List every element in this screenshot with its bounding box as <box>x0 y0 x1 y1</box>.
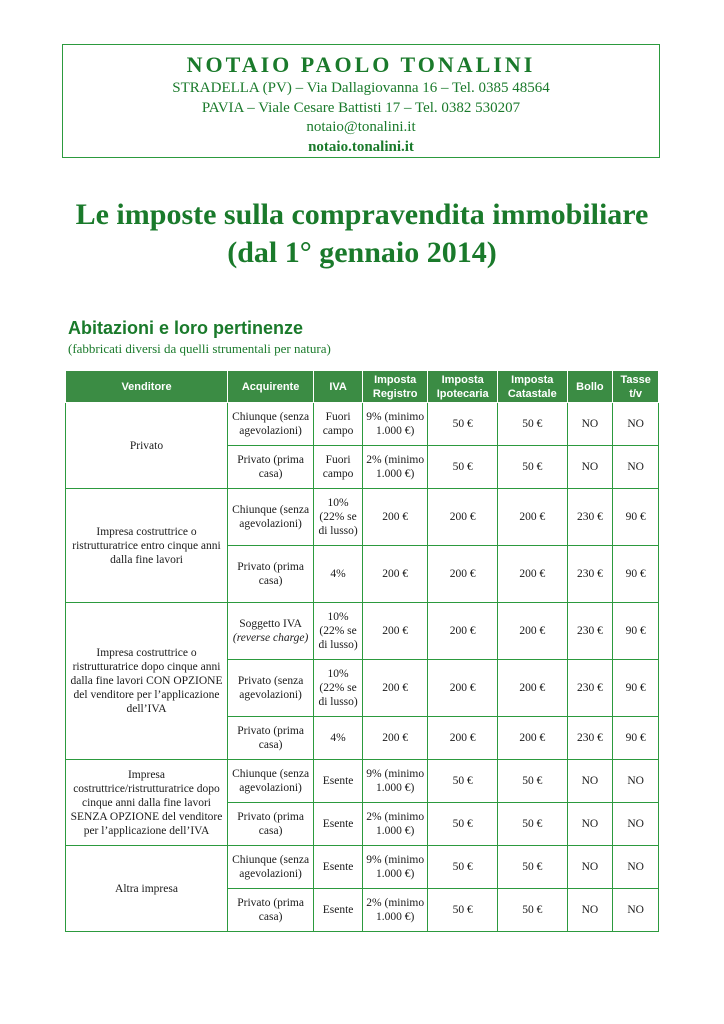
col-bollo: Bollo <box>567 371 613 403</box>
ipotecaria-cell: 50 € <box>428 446 498 489</box>
tasse-cell: NO <box>613 403 659 446</box>
ipotecaria-cell: 50 € <box>428 403 498 446</box>
section-title: Abitazioni e loro pertinenze <box>68 318 304 338</box>
table-row <box>66 403 659 446</box>
table-row <box>66 760 659 803</box>
address-pavia: PAVIA – Viale Cesare Battisti 17 – Tel. 0382 530207 <box>201 100 521 116</box>
buyer-cell: Privato (prima casa) <box>228 546 314 603</box>
tasse-cell: 90 € <box>613 489 659 546</box>
document-title <box>0 196 724 272</box>
bollo-cell: NO <box>567 403 613 446</box>
bollo-cell: 230 € <box>567 546 613 603</box>
catastale-cell: 200 € <box>497 660 567 717</box>
section-subtitle: (fabbricati diversi da quelli strumentali per natura) <box>68 341 331 356</box>
tasse-cell: 90 € <box>613 717 659 760</box>
iva-cell: Esente <box>314 803 363 846</box>
catastale-cell: 200 € <box>497 603 567 660</box>
ipotecaria-cell: 50 € <box>428 846 498 889</box>
buyer-cell: Chiunque (senza agevolazioni) <box>228 489 314 546</box>
letterhead-box <box>62 44 660 158</box>
buyer-cell: Chiunque (senza agevolazioni) <box>228 760 314 803</box>
catastale-cell: 50 € <box>497 846 567 889</box>
buyer-note: (reverse charge) <box>232 632 309 644</box>
tasse-cell: NO <box>613 446 659 489</box>
iva-cell: 10% (22% se di lusso) <box>314 660 363 717</box>
bollo-cell: 230 € <box>567 603 613 660</box>
iva-cell: Fuori campo <box>314 446 363 489</box>
bollo-cell: 230 € <box>567 489 613 546</box>
address-stradella: STRADELLA (PV) – Via Dallagiovanna 16 – Tel. 0385 48564 <box>172 80 550 96</box>
registro-cell: 9% (minimo 1.000 €) <box>362 760 427 803</box>
col-ipotecaria: Imposta Ipotecaria <box>428 371 498 403</box>
col-registro: Imposta Registro <box>362 371 427 403</box>
registro-cell: 200 € <box>362 546 427 603</box>
ipotecaria-cell: 50 € <box>428 803 498 846</box>
iva-cell: Esente <box>314 846 363 889</box>
ipotecaria-cell: 50 € <box>428 889 498 932</box>
buyer-cell: Privato (senza agevolazioni) <box>228 660 314 717</box>
notary-name: NOTAIO PAOLO TONALINI <box>186 52 536 77</box>
tasse-cell: NO <box>613 889 659 932</box>
buyer-cell: Privato (prima casa) <box>228 803 314 846</box>
tax-table <box>65 370 659 932</box>
catastale-cell: 200 € <box>497 489 567 546</box>
table-row <box>66 489 659 546</box>
buyer-cell: Chiunque (senza agevolazioni) <box>228 846 314 889</box>
registro-cell: 200 € <box>362 660 427 717</box>
col-acquirente: Acquirente <box>228 371 314 403</box>
registro-cell: 200 € <box>362 717 427 760</box>
catastale-cell: 50 € <box>497 446 567 489</box>
ipotecaria-cell: 200 € <box>428 603 498 660</box>
catastale-cell: 200 € <box>497 546 567 603</box>
tasse-cell: 90 € <box>613 546 659 603</box>
catastale-cell: 50 € <box>497 803 567 846</box>
table-header-row <box>66 371 659 403</box>
iva-cell: 4% <box>314 717 363 760</box>
buyer-cell: Privato (prima casa) <box>228 446 314 489</box>
tasse-cell: 90 € <box>613 603 659 660</box>
col-iva: IVA <box>314 371 363 403</box>
iva-cell: 10% (22% se di lusso) <box>314 489 363 546</box>
col-venditore: Venditore <box>66 371 228 403</box>
iva-cell: 4% <box>314 546 363 603</box>
catastale-cell: 200 € <box>497 717 567 760</box>
tasse-cell: 90 € <box>613 660 659 717</box>
iva-cell: Fuori campo <box>314 403 363 446</box>
buyer-cell <box>228 603 314 660</box>
website-link[interactable]: notaio.tonalini.it <box>308 139 414 155</box>
seller-cell: Altra impresa <box>66 846 228 932</box>
ipotecaria-cell: 50 € <box>428 760 498 803</box>
table-row <box>66 603 659 660</box>
registro-cell: 200 € <box>362 489 427 546</box>
col-tasse: Tasse t/v <box>613 371 659 403</box>
bollo-cell: NO <box>567 889 613 932</box>
bollo-cell: 230 € <box>567 660 613 717</box>
iva-cell: 10% (22% se di lusso) <box>314 603 363 660</box>
col-catastale: Imposta Catastale <box>497 371 567 403</box>
ipotecaria-cell: 200 € <box>428 660 498 717</box>
title-line-2: (dal 1° gennaio 2014) <box>227 236 497 269</box>
table-row <box>66 846 659 889</box>
catastale-cell: 50 € <box>497 889 567 932</box>
buyer-cell: Privato (prima casa) <box>228 889 314 932</box>
seller-cell: Privato <box>66 403 228 489</box>
email-address[interactable]: notaio@tonalini.it <box>306 119 416 135</box>
bollo-cell: 230 € <box>567 717 613 760</box>
ipotecaria-cell: 200 € <box>428 717 498 760</box>
registro-cell: 9% (minimo 1.000 €) <box>362 846 427 889</box>
buyer-label: Soggetto IVA <box>239 618 302 630</box>
bollo-cell: NO <box>567 446 613 489</box>
tasse-cell: NO <box>613 803 659 846</box>
ipotecaria-cell: 200 € <box>428 489 498 546</box>
bollo-cell: NO <box>567 846 613 889</box>
catastale-cell: 50 € <box>497 403 567 446</box>
seller-cell: Impresa costruttrice o ristrutturatrice dopo cinque anni dalla fine lavori CON OPZIONE del venditore per l’applicazione dell’IVA <box>66 603 228 760</box>
registro-cell: 2% (minimo 1.000 €) <box>362 889 427 932</box>
registro-cell: 2% (minimo 1.000 €) <box>362 803 427 846</box>
buyer-cell: Chiunque (senza agevolazioni) <box>228 403 314 446</box>
iva-cell: Esente <box>314 760 363 803</box>
bollo-cell: NO <box>567 803 613 846</box>
bollo-cell: NO <box>567 760 613 803</box>
seller-cell: Impresa costruttrice o ristrutturatrice entro cinque anni dalla fine lavori <box>66 489 228 603</box>
seller-cell: Impresa costruttrice/ristrutturatrice dopo cinque anni dalla fine lavori SENZA OPZIONE del venditore per l’applicazione dell’IVA <box>66 760 228 846</box>
buyer-cell: Privato (prima casa) <box>228 717 314 760</box>
ipotecaria-cell: 200 € <box>428 546 498 603</box>
catastale-cell: 50 € <box>497 760 567 803</box>
tasse-cell: NO <box>613 846 659 889</box>
registro-cell: 2% (minimo 1.000 €) <box>362 446 427 489</box>
registro-cell: 200 € <box>362 603 427 660</box>
iva-cell: Esente <box>314 889 363 932</box>
tasse-cell: NO <box>613 760 659 803</box>
registro-cell: 9% (minimo 1.000 €) <box>362 403 427 446</box>
title-line-1: Le imposte sulla compravendita immobiliare <box>75 198 649 231</box>
